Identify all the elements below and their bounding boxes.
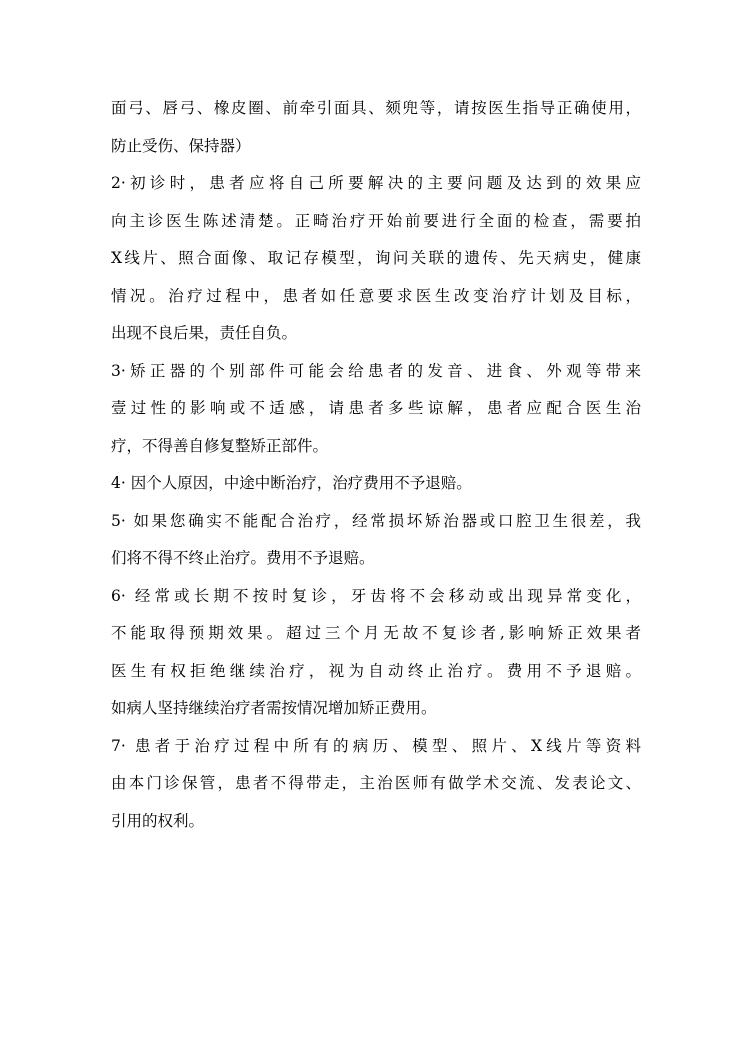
text-line: 面弓、唇弓、橡皮圈、前牵引面具、颏兜等，请按医生指导正确使用，	[111, 99, 641, 117]
text-line: 7· 患者于治疗过程中所有的病历、模型、照片、X线片等资料	[111, 736, 641, 755]
text-line: 4· 因个人原因，中途中断治疗，治疗费用不予退赔。	[111, 474, 472, 492]
text-line: 不能取得预期效果。超过三个月无故不复诊者,影响矫正效果者	[111, 624, 641, 642]
text-line: 疗，不得善自修复整矫正部件。	[111, 436, 329, 455]
text-line: 防止受伤、保持器）	[111, 136, 251, 155]
text-line: 3·矫正器的个别部件可能会给患者的发音、进食、外观等带来	[111, 361, 641, 380]
text-line: 壹过性的影响或不适感，请患者多些谅解，患者应配合医生治	[111, 399, 641, 417]
document-body	[111, 90, 641, 840]
text-line: 如病人坚持继续治疗者需按情况增加矫正费用。	[111, 699, 437, 717]
text-line: 由本门诊保管，患者不得带走，主治医师有做学术交流、发表论文、	[111, 774, 641, 792]
text-line: 情况。治疗过程中，患者如任意要求医生改变治疗计划及目标，	[111, 286, 641, 305]
text-line: 向主诊医生陈述清楚。正畸治疗开始前要进行全面的检查，需要拍	[111, 211, 641, 230]
text-line: X线片、照合面像、取记存模型，询问关联的遗传、先天病史，健康	[111, 249, 641, 267]
text-line: 6· 经常或长期不按时复诊，牙齿将不会移动或出现异常变化，	[111, 586, 641, 605]
text-line: 们将不得不终止治疗。费用不予退赔。	[111, 549, 375, 567]
text-line: 医生有权拒绝继续治疗，视为自动终止治疗。费用不予退赔。	[111, 661, 641, 680]
text-line: 引用的权利。	[111, 811, 205, 830]
text-line: 2·初诊时，患者应将自己所要解决的主要问题及达到的效果应	[111, 174, 641, 192]
text-line: 5· 如果您确实不能配合治疗，经常损坏矫治器或口腔卫生很差，我	[111, 511, 641, 530]
text-line: 出现不良后果，责任自负。	[111, 324, 298, 342]
